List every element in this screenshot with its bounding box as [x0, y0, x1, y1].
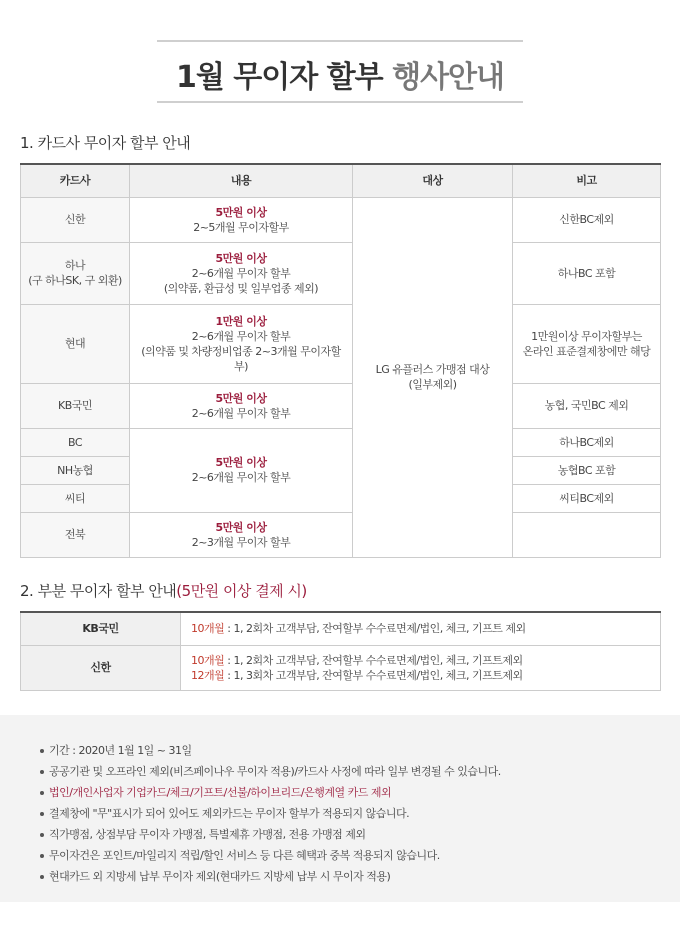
card-name — [21, 242, 130, 304]
bullet-icon — [40, 875, 44, 879]
months-label: 10개월 — [191, 653, 225, 667]
card-name-line: 하나 — [64, 259, 86, 272]
title-divider-bottom — [157, 101, 523, 103]
bullet-icon — [40, 833, 44, 837]
note-text: 법인/개인사업자 기업카드/체크/기프트/선불/하이브리드/은행계열 카드 제외 — [49, 786, 392, 799]
content-line: 2~3개월 무이자 할부 — [191, 535, 291, 549]
content-line: 2~6개월 무이자 할부 — [191, 471, 291, 484]
note-text: 공공기관 및 오프라인 제외(비즈페이나우 무이자 적용)/카드사 사정에 따라 일부 변경될 수 있습니다. — [49, 765, 501, 778]
table-row — [21, 428, 661, 456]
amount-label: 5만원 이상 — [215, 391, 267, 405]
note-cell: 하나BC제외 — [513, 428, 661, 456]
section1-title: 1. 카드사 무이자 할부 안내 — [20, 134, 191, 152]
content-cell — [130, 242, 353, 304]
detail-line — [191, 668, 660, 683]
content-line: (의약품, 환급성 및 일부업종 제외) — [163, 281, 319, 295]
notes-list — [40, 740, 501, 887]
content-cell — [130, 197, 353, 242]
table-row — [21, 612, 661, 645]
notes-box — [0, 715, 680, 902]
note-line: 1만원이상 무이자할부는 — [531, 329, 642, 343]
note-text: 현대카드 외 지방세 납부 무이자 제외(현대카드 지방세 납부 시 무이자 적용) — [49, 870, 391, 883]
card-name: 전북 — [21, 512, 130, 557]
note-cell — [513, 512, 661, 557]
months-label: 10개월 — [191, 622, 225, 636]
list-item — [40, 803, 501, 824]
content-line: 2~6개월 무이자 할부 — [191, 266, 291, 280]
content-cell — [130, 512, 353, 557]
content-line: (의약품 및 차량정비업종 2~3개월 무이자할 — [141, 344, 341, 358]
card-name: 현대 — [21, 304, 130, 383]
note-text: 결제창에 "무"표시가 되어 있어도 제외카드는 무이자 할부가 적용되지 않습니다. — [49, 807, 410, 820]
list-item — [40, 761, 501, 782]
detail-text: : 1, 2회차 고객부담, 잔여할부 수수료면제/법인, 체크, 기프트제외 — [224, 653, 523, 667]
table-row — [21, 304, 661, 383]
note-cell: 농협, 국민BC 제외 — [513, 383, 661, 428]
detail-line — [191, 621, 660, 636]
list-item — [40, 740, 501, 761]
amount-label: 5만원 이상 — [215, 456, 267, 469]
amount-label: 5만원 이상 — [215, 205, 267, 219]
content-line: 2~5개월 무이자할부 — [193, 220, 289, 234]
note-cell: 농협BC 포함 — [513, 456, 661, 484]
header-content: 내용 — [130, 164, 353, 197]
card-name: NH농협 — [21, 456, 130, 484]
note-cell — [513, 304, 661, 383]
target-line: LG 유플러스 가맹점 대상 — [375, 363, 490, 376]
detail-line — [191, 653, 660, 668]
section2-title — [20, 580, 307, 601]
card-name: 씨티 — [21, 484, 130, 512]
card-interest-free-table — [20, 163, 661, 558]
target-line: (일부제외) — [408, 378, 457, 391]
target-cell — [353, 197, 513, 557]
page-title-block — [157, 40, 523, 103]
page-title — [157, 52, 523, 96]
note-cell: 씨티BC제외 — [513, 484, 661, 512]
page-title-accent: 행사안내 — [392, 60, 505, 95]
content-line: 2~6개월 무이자 할부 — [191, 406, 291, 420]
table-header-row — [21, 164, 661, 197]
amount-label: 1만원 이상 — [215, 314, 267, 328]
content-cell — [130, 383, 353, 428]
bullet-icon — [40, 854, 44, 858]
detail-text: : 1, 2회차 고객부담, 잔여할부 수수료면제/법인, 체크, 기프트 제외 — [224, 622, 526, 636]
note-text: 기간 : 2020년 1월 1일 ~ 31일 — [49, 744, 192, 757]
card-name: BC — [21, 428, 130, 456]
table-row — [21, 512, 661, 557]
header-card: 카드사 — [21, 164, 130, 197]
list-item — [40, 845, 501, 866]
bullet-icon — [40, 749, 44, 753]
detail-text: : 1, 3회차 고객부담, 잔여할부 수수료면제/법인, 체크, 기프트제외 — [224, 668, 523, 682]
bullet-icon — [40, 791, 44, 795]
card-name: KB국민 — [21, 383, 130, 428]
partial-interest-free-table — [20, 611, 661, 691]
note-text: 직가맹점, 상점부담 무이자 가맹점, 특별제휴 가맹점, 전용 가맹점 제외 — [49, 828, 366, 841]
content-line: 2~6개월 무이자 할부 — [191, 329, 291, 343]
header-note: 비고 — [513, 164, 661, 197]
detail-cell — [181, 645, 661, 690]
card-name: 신한 — [21, 645, 181, 690]
table-row — [21, 645, 661, 690]
bullet-icon — [40, 812, 44, 816]
list-item — [40, 782, 501, 803]
note-cell: 신한BC제외 — [513, 197, 661, 242]
card-name-line: (구 하나SK, 구 외환) — [28, 274, 122, 287]
table-row — [21, 383, 661, 428]
list-item — [40, 824, 501, 845]
note-line: 온라인 표준결제창에만 해당 — [522, 344, 651, 358]
content-line: 부) — [234, 359, 248, 373]
table-row — [21, 242, 661, 304]
content-cell — [130, 428, 353, 512]
detail-cell — [181, 612, 661, 645]
card-name: 신한 — [21, 197, 130, 242]
note-text: 무이자건은 포인트/마일리지 적립/할인 서비스 등 다른 혜택과 중복 적용되지 않습니다. — [49, 849, 440, 862]
content-cell — [130, 304, 353, 383]
section2-title-main: 2. 부분 무이자 할부 안내 — [20, 582, 177, 600]
note-cell: 하나BC 포함 — [513, 242, 661, 304]
section2-title-accent: (5만원 이상 결제 시) — [176, 582, 307, 600]
title-divider-top — [157, 40, 523, 42]
list-item — [40, 866, 501, 887]
table-row — [21, 197, 661, 242]
amount-label: 5만원 이상 — [215, 520, 267, 534]
header-target: 대상 — [353, 164, 513, 197]
months-label: 12개월 — [191, 668, 225, 682]
amount-label: 5만원 이상 — [215, 251, 267, 265]
card-name: KB국민 — [21, 612, 181, 645]
page-title-main: 1월 무이자 할부 — [175, 60, 383, 95]
bullet-icon — [40, 770, 44, 774]
